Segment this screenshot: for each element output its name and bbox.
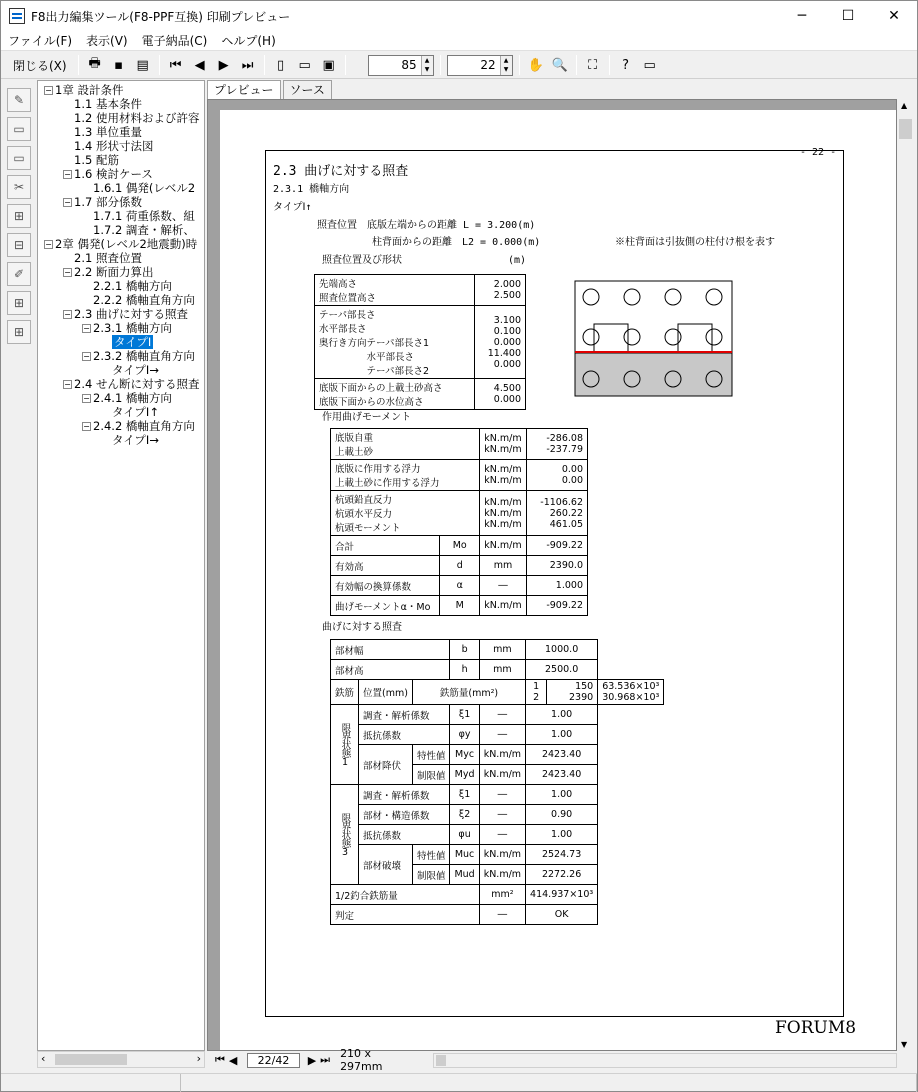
table-cell: Myd bbox=[450, 765, 479, 785]
tree-node-label: タイプⅠ bbox=[114, 335, 152, 349]
tree-node-label: 1.4 形状寸法図 bbox=[74, 139, 154, 153]
table-cell: kN.m/m kN.m/m kN.m/m bbox=[480, 491, 526, 536]
table-cell: -286.08 -237.79 bbox=[526, 429, 587, 460]
table-cell: 曲げモーメントα・Mo bbox=[331, 596, 440, 616]
separator bbox=[440, 55, 441, 75]
table-row bbox=[331, 745, 664, 765]
separator bbox=[345, 55, 346, 75]
subsection-heading: 2.3.1 橋軸方向 bbox=[273, 184, 350, 195]
pencil-icon[interactable]: ✎ bbox=[7, 88, 31, 112]
table-cell: 3.100 0.100 0.000 11.400 0.000 bbox=[474, 306, 525, 379]
table-cell: 1/2釣合鉄筋量 bbox=[331, 885, 480, 905]
scroll-up-icon[interactable]: ▲ bbox=[901, 101, 908, 110]
scroll-left-icon[interactable]: ‹ bbox=[41, 1052, 46, 1065]
menu-view[interactable]: 表示(V) bbox=[86, 34, 128, 48]
table-cell: kN.m/m bbox=[479, 765, 525, 785]
page-navigation bbox=[207, 1047, 897, 1073]
view-tabs bbox=[207, 80, 419, 100]
table-cell: α bbox=[440, 576, 480, 596]
tree-node[interactable] bbox=[112, 335, 153, 349]
check-title: 曲げに対する照査 bbox=[322, 622, 402, 633]
table-cell: 制限値 bbox=[412, 865, 450, 885]
table-cell: kN.m/m bbox=[479, 865, 525, 885]
table-cell: Muc bbox=[450, 845, 479, 865]
tree-node-label: 2.4.1 橋軸方向 bbox=[93, 391, 172, 405]
tree-node[interactable] bbox=[82, 391, 172, 405]
tree-node[interactable] bbox=[82, 321, 172, 335]
table-cell: 0.90 bbox=[526, 805, 598, 825]
prev-page-icon[interactable]: ◀ bbox=[194, 57, 205, 73]
tree-node-label: 1.7.1 荷重係数、組 bbox=[93, 209, 195, 223]
toolbar bbox=[1, 52, 917, 79]
tree-node[interactable] bbox=[82, 349, 195, 363]
close-preview-button[interactable]: 閉じる(X) bbox=[13, 58, 67, 73]
scroll-thumb[interactable] bbox=[55, 1054, 127, 1065]
table-cell: 1.00 bbox=[526, 725, 598, 745]
table-row bbox=[331, 905, 664, 925]
table-cell: mm bbox=[479, 660, 525, 680]
table-cell: 限界状態1 bbox=[331, 705, 359, 785]
table-cell: 底版に作用する浮力 上載土砂に作用する浮力 bbox=[331, 460, 480, 491]
table-cell: Myc bbox=[450, 745, 479, 765]
tree-node[interactable] bbox=[93, 293, 195, 307]
last-page-icon[interactable]: ⏭ bbox=[320, 1053, 331, 1066]
tree-node-label: 1.1 基本条件 bbox=[74, 97, 142, 111]
print-icon[interactable]: 🖶 bbox=[88, 56, 101, 71]
table-row bbox=[331, 596, 588, 616]
tree-node-label: 1章 設計条件 bbox=[55, 83, 124, 97]
table-cell: ― bbox=[479, 785, 525, 805]
menu-file[interactable]: ファイル(F) bbox=[8, 34, 73, 48]
collapse-icon[interactable]: − bbox=[83, 393, 90, 403]
collapse-icon[interactable]: − bbox=[45, 85, 52, 95]
table-cell: テーパ部長さ 水平部長さ 奥行き方向テーパ部長さ1 水平部長さ テーパ部長さ2 bbox=[315, 306, 475, 379]
page-sheet bbox=[220, 110, 897, 1051]
close-window-button[interactable]: ✕ bbox=[888, 8, 900, 24]
status-pane-1 bbox=[1, 1074, 181, 1092]
tab-preview[interactable]: プレビュー bbox=[207, 80, 281, 100]
preview-area bbox=[207, 99, 897, 1051]
table-cell: 1.00 bbox=[526, 705, 598, 725]
separator bbox=[78, 55, 79, 75]
table-cell: 1000.0 bbox=[526, 640, 598, 660]
scroll-right-icon[interactable]: › bbox=[196, 1052, 201, 1065]
table-cell: 部材降伏 bbox=[359, 745, 413, 785]
table-row bbox=[331, 660, 664, 680]
section-heading: 2.3 曲げに対する照査 bbox=[273, 164, 409, 179]
tree-node-label: 1.7.2 調査・解析、 bbox=[93, 223, 195, 237]
table-cell: 1.00 bbox=[526, 785, 598, 805]
position-note: ※柱背面は引抜側の柱付け根を表す bbox=[615, 237, 775, 248]
table-cell: 1.00 bbox=[526, 825, 598, 845]
table-cell: ― bbox=[479, 725, 525, 745]
edit-icon[interactable]: ✐ bbox=[7, 262, 31, 286]
tree-node-label: 2.4 せん断に対する照査 bbox=[74, 377, 200, 391]
table-cell: -1106.62 260.22 461.05 bbox=[526, 491, 587, 536]
table-cell: 調査・解析係数 bbox=[359, 785, 450, 805]
tree-node[interactable] bbox=[44, 83, 123, 97]
collapse-icon[interactable]: − bbox=[45, 239, 52, 249]
table-cell: 1 2 bbox=[526, 680, 547, 705]
table-row bbox=[315, 275, 526, 306]
table-cell: mm bbox=[479, 640, 525, 660]
table-cell: 部材高 bbox=[331, 660, 450, 680]
tree-node[interactable] bbox=[74, 111, 199, 125]
table-cell: Mud bbox=[450, 865, 479, 885]
page-number: - 22 - bbox=[800, 147, 837, 158]
table-cell: kN.m/m bbox=[479, 845, 525, 865]
table-row bbox=[331, 536, 588, 556]
table-cell: 特性値 bbox=[412, 845, 450, 865]
table-cell: ξ2 bbox=[450, 805, 479, 825]
table-cell: -909.22 bbox=[526, 596, 587, 616]
paper-size: 210 x 297mm bbox=[340, 1047, 383, 1073]
table-cell: 部材幅 bbox=[331, 640, 450, 660]
table-cell: 2.000 2.500 bbox=[474, 275, 525, 306]
table-cell: 2423.40 bbox=[526, 745, 598, 765]
tree-node[interactable] bbox=[74, 251, 142, 265]
table-row bbox=[331, 805, 664, 825]
table-cell: 1.000 bbox=[526, 576, 587, 596]
table-cell: 0.00 0.00 bbox=[526, 460, 587, 491]
window-title: F8出力編集ツール(F8-PPF互換) 印刷プレビュー bbox=[31, 9, 291, 24]
tree-node-label: 2.2.1 橋軸方向 bbox=[93, 279, 172, 293]
table-row bbox=[331, 705, 664, 725]
column-right bbox=[678, 324, 712, 352]
tree-node[interactable] bbox=[93, 181, 195, 195]
tree-node[interactable] bbox=[93, 209, 195, 223]
table-row bbox=[315, 306, 526, 379]
table-row bbox=[331, 556, 588, 576]
status-bar bbox=[1, 1073, 917, 1092]
tree2-icon[interactable]: ⊟ bbox=[7, 233, 31, 257]
tree-node-label: タイプⅠ→ bbox=[112, 433, 159, 447]
collapse-icon[interactable]: − bbox=[64, 309, 71, 319]
table-cell: kN.m/m bbox=[479, 745, 525, 765]
save-icon[interactable]: ▪ bbox=[114, 57, 123, 73]
shape-title: 照査位置及び形状 bbox=[322, 255, 402, 266]
scroll-thumb[interactable] bbox=[899, 119, 912, 139]
position-line-1: 照査位置 底版左端からの距離 L = 3.200(m) bbox=[317, 220, 536, 231]
table-cell: φu bbox=[450, 825, 479, 845]
scroll-thumb[interactable] bbox=[436, 1055, 446, 1066]
tab-source[interactable]: ソース bbox=[283, 80, 332, 100]
table-cell: OK bbox=[526, 905, 598, 925]
nav-hscrollbar[interactable] bbox=[433, 1053, 898, 1068]
table-cell: d bbox=[440, 556, 480, 576]
position-line-2: 柱背面からの距離 L2 = 0.000(m) bbox=[372, 237, 541, 248]
shape-table bbox=[314, 274, 526, 410]
table-cell: ξ1 bbox=[450, 785, 479, 805]
check-table bbox=[330, 639, 664, 925]
table-cell: 有効高 bbox=[331, 556, 440, 576]
table-row bbox=[331, 885, 664, 905]
tree-node-label: 2.2.2 橋軸直角方向 bbox=[93, 293, 195, 307]
table-cell: 調査・解析係数 bbox=[359, 705, 450, 725]
separator bbox=[264, 55, 265, 75]
collapse-icon[interactable]: − bbox=[64, 197, 71, 207]
layer-icon[interactable]: ▭ bbox=[7, 117, 31, 141]
table-cell: kN.m/m kN.m/m bbox=[480, 429, 526, 460]
table-row bbox=[331, 491, 588, 536]
outline2-icon[interactable]: ⊞ bbox=[7, 320, 31, 344]
tree-node-label: 1.5 配筋 bbox=[74, 153, 119, 167]
table-cell: 有効幅の換算係数 bbox=[331, 576, 440, 596]
table-cell: 鉄筋 bbox=[331, 680, 359, 705]
tree-node-label: 1.6 検討ケース bbox=[74, 167, 153, 181]
table-cell: 150 2390 bbox=[547, 680, 598, 705]
table-cell: 414.937×10³ bbox=[526, 885, 598, 905]
first-page-icon[interactable]: ⏮ bbox=[215, 1053, 225, 1066]
table-row bbox=[331, 825, 664, 845]
spin-arrows-icon[interactable]: ▲ ▼ bbox=[421, 56, 433, 75]
soil-zone bbox=[575, 353, 732, 396]
table-cell: 先端高さ 照査位置高さ bbox=[315, 275, 475, 306]
table-cell: ― bbox=[479, 825, 525, 845]
table-cell: 2423.40 bbox=[526, 765, 598, 785]
table-cell: 部材・構造係数 bbox=[359, 805, 450, 825]
tree-node-label: 2.3.2 橋軸直角方向 bbox=[93, 349, 195, 363]
table-cell: 2272.26 bbox=[526, 865, 598, 885]
help-icon[interactable]: ? bbox=[622, 57, 630, 73]
forum8-logo: FORUM8 bbox=[775, 1018, 857, 1038]
table-cell: kN.m/m bbox=[480, 536, 526, 556]
collapse-icon[interactable]: − bbox=[83, 323, 90, 333]
tree-node[interactable] bbox=[93, 279, 172, 293]
outline-tree bbox=[37, 80, 205, 1051]
table-cell: 特性値 bbox=[412, 745, 450, 765]
fullscreen-icon[interactable]: ⛶ bbox=[588, 57, 598, 73]
table-row bbox=[331, 576, 588, 596]
table-cell: 限界状態3 bbox=[331, 785, 359, 885]
next-page-icon[interactable]: ▶ bbox=[307, 1053, 317, 1067]
table-row bbox=[315, 379, 526, 410]
separator bbox=[519, 55, 520, 75]
collapse-icon[interactable]: − bbox=[83, 351, 90, 361]
cut-icon[interactable]: ✂ bbox=[7, 175, 31, 199]
tree-node[interactable] bbox=[74, 125, 142, 139]
table-row bbox=[331, 845, 664, 865]
table-row bbox=[331, 460, 588, 491]
two-page-icon[interactable]: ▭ bbox=[298, 57, 311, 73]
scroll-down-icon[interactable]: ▼ bbox=[901, 1040, 908, 1049]
table-row bbox=[331, 680, 664, 705]
app-icon bbox=[9, 8, 25, 24]
separator bbox=[159, 55, 160, 75]
menu-e-delivery[interactable]: 電子納品(C) bbox=[141, 34, 208, 48]
page-value[interactable]: 22 bbox=[480, 58, 496, 72]
tree-node-label: タイプⅠ↑ bbox=[112, 405, 159, 419]
table-row bbox=[331, 785, 664, 805]
table-cell: 杭頭鉛直反力 杭頭水平反力 杭頭モーメント bbox=[331, 491, 480, 536]
table-cell: 2500.0 bbox=[526, 660, 598, 680]
table-cell: mm² bbox=[479, 885, 525, 905]
tree-node[interactable] bbox=[63, 265, 153, 279]
tree-node-label: 2章 偶発(レベル2地震動)時 bbox=[55, 237, 198, 251]
tree-node-label: 2.4.2 橋軸直角方向 bbox=[93, 419, 195, 433]
table-cell: 判定 bbox=[331, 905, 480, 925]
tree-node[interactable] bbox=[74, 153, 119, 167]
table-cell: ― bbox=[480, 576, 526, 596]
separator bbox=[609, 55, 610, 75]
tree-node[interactable] bbox=[112, 363, 159, 377]
table-cell: Mo bbox=[440, 536, 480, 556]
prev-page-icon[interactable]: ◀ bbox=[228, 1053, 238, 1067]
separator bbox=[576, 55, 577, 75]
table-cell: 合計 bbox=[331, 536, 440, 556]
title-bar bbox=[1, 1, 917, 31]
page-indicator[interactable]: 22/42 bbox=[247, 1053, 299, 1068]
table-cell: 底版自重 上載土砂 bbox=[331, 429, 480, 460]
tree-node-label: タイプⅠ→ bbox=[112, 363, 159, 377]
collapse-icon[interactable]: − bbox=[64, 169, 71, 179]
footing-diagram bbox=[574, 280, 734, 398]
collapse-icon[interactable]: − bbox=[64, 379, 71, 389]
tree-node[interactable] bbox=[82, 419, 195, 433]
tree-node-label: 2.1 照査位置 bbox=[74, 251, 142, 265]
table-cell: h bbox=[450, 660, 479, 680]
left-toolbar bbox=[5, 85, 33, 365]
table-cell: b bbox=[450, 640, 479, 660]
table-cell: ― bbox=[479, 805, 525, 825]
tree-node[interactable] bbox=[63, 167, 153, 181]
tree-node-label: 1.7 部分係数 bbox=[74, 195, 142, 209]
zoom-stepper[interactable] bbox=[368, 55, 434, 76]
table-cell: M bbox=[440, 596, 480, 616]
table-cell: 2524.73 bbox=[526, 845, 598, 865]
tree-node[interactable] bbox=[74, 139, 153, 153]
tree-node[interactable] bbox=[63, 195, 142, 209]
table-cell: 底版下面からの上載土砂高さ 底版下面からの水位高さ bbox=[315, 379, 475, 410]
info-icon[interactable]: ▭ bbox=[643, 57, 656, 73]
table-row bbox=[331, 640, 664, 660]
status-pane-2 bbox=[181, 1074, 917, 1092]
table-cell: ― bbox=[479, 705, 525, 725]
table-cell: kN.m/m bbox=[480, 596, 526, 616]
last-page-icon[interactable]: ⏭ bbox=[241, 57, 254, 73]
first-page-icon[interactable]: ⏮ bbox=[169, 57, 182, 73]
minimize-button[interactable]: ─ bbox=[797, 8, 807, 24]
table-cell: 抵抗係数 bbox=[359, 725, 450, 745]
tree-node[interactable] bbox=[44, 237, 197, 251]
tree-node-label: 2.2 断面力算出 bbox=[74, 265, 154, 279]
table-row bbox=[331, 725, 664, 745]
collapse-icon[interactable]: − bbox=[64, 267, 71, 277]
export-icon[interactable]: ▤ bbox=[136, 57, 149, 73]
tree-node[interactable] bbox=[63, 377, 199, 391]
table-cell: -909.22 bbox=[526, 536, 587, 556]
table-cell: 4.500 0.000 bbox=[474, 379, 525, 410]
fit-page-icon[interactable]: ▣ bbox=[322, 57, 335, 73]
menu-bar bbox=[1, 31, 917, 51]
tree-node-label: 2.3.1 橋軸方向 bbox=[93, 321, 172, 335]
tree-node[interactable] bbox=[93, 223, 195, 237]
table-cell: 部材破壊 bbox=[359, 845, 413, 885]
table-cell: 63.536×10³ 30.968×10³ bbox=[598, 680, 664, 705]
tree-node-label: 2.3 曲げに対する照査 bbox=[74, 307, 188, 321]
moment-title: 作用曲げモーメント bbox=[322, 412, 412, 423]
table-cell: ― bbox=[479, 905, 525, 925]
tree-node-label: 1.3 単位重量 bbox=[74, 125, 142, 139]
table-cell: kN.m/m kN.m/m bbox=[480, 460, 526, 491]
table-cell: mm bbox=[480, 556, 526, 576]
tree-node[interactable] bbox=[63, 307, 188, 321]
zoom-icon[interactable]: 🔍 bbox=[551, 57, 568, 73]
menu-help[interactable]: ヘルプ(H) bbox=[221, 34, 276, 48]
tree-node[interactable] bbox=[112, 433, 159, 447]
layer2-icon[interactable]: ▭ bbox=[7, 146, 31, 170]
tree-node-label: 1.6.1 偶発(レベル2 bbox=[93, 181, 196, 195]
table-cell: 鉄筋量(mm²) bbox=[412, 680, 525, 705]
zoom-value[interactable]: 85 bbox=[401, 58, 417, 72]
table-cell: ξ1 bbox=[450, 705, 479, 725]
tree-icon[interactable]: ⊞ bbox=[7, 204, 31, 228]
shape-unit: (m) bbox=[508, 255, 527, 266]
spin-arrows-icon[interactable]: ▲ ▼ bbox=[500, 56, 512, 75]
hand-icon[interactable]: ✋ bbox=[527, 57, 544, 73]
tree-node-label: 1.2 使用材料および許容 bbox=[74, 111, 200, 125]
collapse-icon[interactable]: − bbox=[83, 421, 90, 431]
next-page-icon[interactable]: ▶ bbox=[218, 57, 229, 73]
page-stepper[interactable] bbox=[447, 55, 513, 76]
tree-node[interactable] bbox=[112, 405, 159, 419]
tree-hscrollbar[interactable] bbox=[37, 1051, 205, 1068]
table-cell: 制限値 bbox=[412, 765, 450, 785]
preview-vscrollbar[interactable] bbox=[897, 99, 914, 1051]
maximize-button[interactable]: ☐ bbox=[841, 8, 855, 24]
tree-node[interactable] bbox=[74, 97, 142, 111]
table-cell: 位置(mm) bbox=[359, 680, 413, 705]
case-heading: タイプⅠ↑ bbox=[273, 202, 312, 213]
table-cell: 抵抗係数 bbox=[359, 825, 450, 845]
outline-icon[interactable]: ⊞ bbox=[7, 291, 31, 315]
table-cell: φy bbox=[450, 725, 479, 745]
table-row bbox=[331, 429, 588, 460]
table-cell: 2390.0 bbox=[526, 556, 587, 576]
moment-table bbox=[330, 428, 588, 616]
single-page-icon[interactable]: ▯ bbox=[277, 57, 285, 73]
